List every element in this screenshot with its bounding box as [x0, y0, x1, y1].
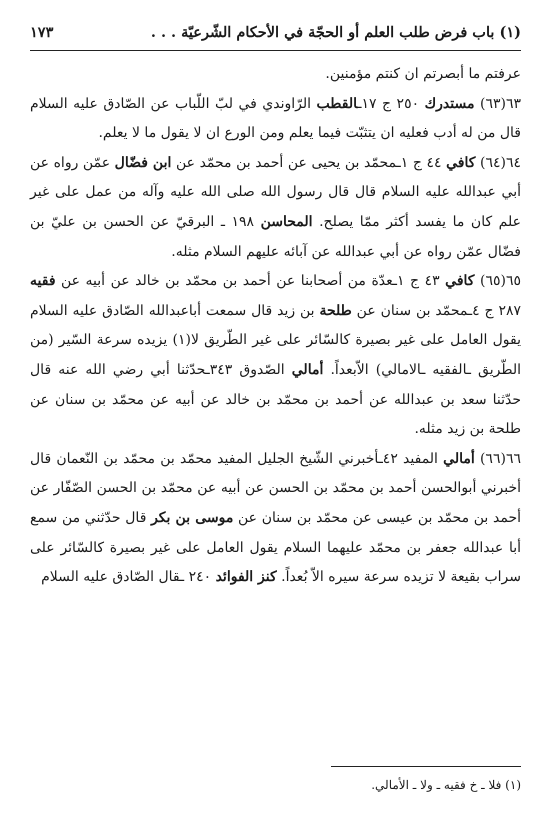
footnote: (١) فلا ـ خ فقيه ـ ولا ـ الأمالي.: [371, 778, 521, 792]
text-segment: ٢٨٧ ج ٤ـمحمّد بن سنان عن: [351, 302, 522, 319]
source-name: القطب: [316, 95, 358, 112]
text-segment: ٢٥٠ ج ١٧ـ: [357, 95, 425, 112]
source-name: كافي: [446, 154, 476, 171]
text-segment: الرّاوندي في لبّ اللّباب عن الصّادق عليه السلام قال من له أدب فعليه ان يتثبّت فيما يعلم ومن الورع ان لا يقول ما لا يعلم.: [30, 95, 521, 142]
text-segment: عرفتم ما أبصرتم ان كنتم مؤمنين.: [325, 66, 521, 82]
hadith-text-body: [30, 60, 521, 593]
source-name: أمالي: [443, 450, 475, 467]
page-number: ١٧٣: [30, 23, 54, 41]
text-segment: ٤٤ ج ١ـمحمّد بن يحيى عن أحمد بن محمّد عن: [171, 154, 447, 171]
text-segment: ٦٣(٦٣): [474, 95, 521, 112]
source-name: موسى بن بكر: [151, 509, 234, 526]
header-divider: [30, 50, 521, 51]
text-segment: عمّن رواه عن أبي عبدالله عليه السلام قال قال رسول الله صلى الله عليه وآله من عمل على غير علم كان ما يفسد أكثر ممّا يصلح.: [30, 154, 521, 230]
hadith-paragraph: [30, 90, 521, 149]
text-segment: ٢٤٠ ـقال الصّادق عليه السلام: [41, 569, 216, 586]
text-segment: قال حدّثني من سمع أبا عبدالله جعفر بن محمّد عليهما السلام يقول العامل على غير بصيرة كالسّائر على سراب بقيعة لا تزيده سرعة سيره الاّ بُعداً.: [30, 509, 521, 586]
hadith-paragraph: [30, 60, 521, 90]
text-segment: المفيد ٤٢ـأخبرني الشّيخ الجليل المفيد محمّد بن محمّد بن النّعمان قال أخبرني أبوالحسن أحمد بن محمّد بن الحسن عن أبيه عن محمّد بن الحسن الصّفّار عن أحمد بن محمّد بن عيسى عن محمّد بن سنان عن: [30, 450, 521, 526]
source-name: طلحة: [319, 302, 352, 319]
source-name: أمالي: [291, 361, 324, 378]
text-segment: بن زيد قال سمعت أباعبدالله الصّادق عليه السلام يقول العامل على غير بصيرة كالسّائر على غير الطّريق لا(١) يزيده سرعة السّير (من الطّريق ـالفقيه ـالامالي) الاّبعداً.: [30, 302, 521, 378]
hadith-paragraph: [30, 445, 521, 593]
text-segment: ٦٤(٦٤): [475, 154, 522, 171]
text-segment: ٦٥(٦٥): [474, 273, 521, 290]
text-segment: الصّدوق ٣٤٣ـحدّثنا أبي رضي الله عنه قال حدّثنا سعد بن عبدالله عن أحمد بن محمّد بن خالد عن أبيه عن محمّد بن سنان عن طلحة بن زيد مثله.: [30, 361, 521, 438]
source-name: كافي: [445, 273, 475, 290]
text-segment: ١٩٨ ـ البرقيّ عن الحسن بن عليّ بن فضّال عمّن رواه عن أبي عبدالله عن آبائه عليهم السلام مثله.: [30, 213, 521, 260]
chapter-title: (١) باب فرض طلب العلم أو الحجّة في الأحكام الشّرعيّة . . .: [150, 23, 521, 41]
page-header: [30, 18, 521, 46]
source-name: المحاسن: [260, 213, 313, 230]
source-name: مستدرك: [424, 95, 475, 112]
hadith-paragraph: [30, 267, 521, 445]
source-name: فقيه: [30, 273, 56, 290]
footnote-divider: [331, 766, 521, 767]
text-segment: ٦٦(٦٦): [474, 450, 521, 467]
text-segment: ٤٣ ج ١ـعدّة من أصحابنا عن أحمد بن محمّد بن خالد عن أبيه عن: [55, 273, 446, 290]
source-name: ابن فضّال: [114, 154, 172, 171]
source-name: كنز الفوائد: [215, 569, 277, 586]
hadith-paragraph: [30, 149, 521, 267]
